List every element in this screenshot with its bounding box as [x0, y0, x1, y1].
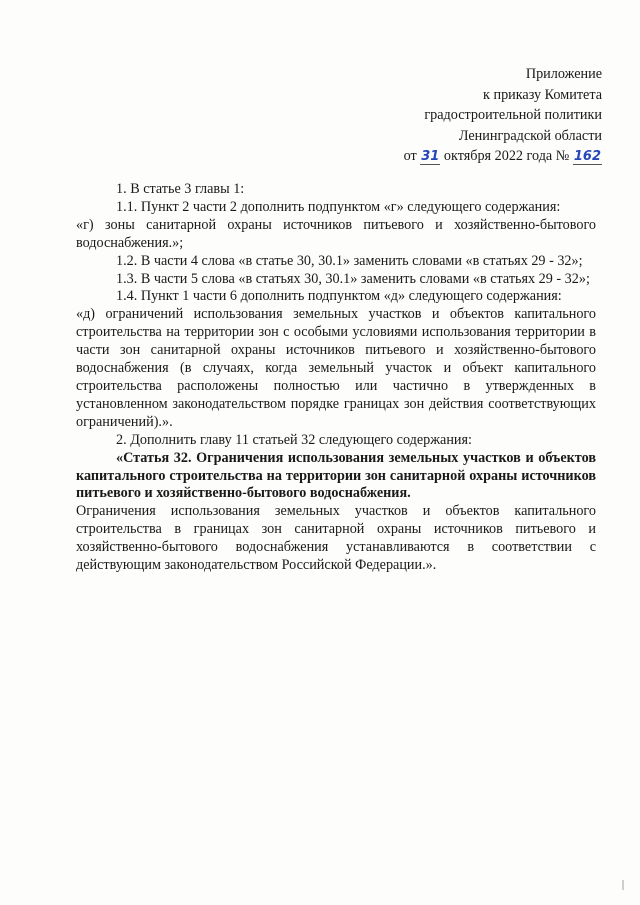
paragraph-1-2: 1.2. В части 4 слова «в статье 30, 30.1» заменить словами «в статьях 29 - 32»;: [116, 252, 583, 269]
handwritten-order-number: 162: [573, 149, 601, 165]
paragraph-2: 2. Дополнить главу 11 статьей 32 следующего содержания:: [116, 431, 472, 448]
document-body: [76, 181, 596, 575]
header-date-line: [404, 146, 602, 167]
paragraph-1-3: 1.3. В части 5 слова «в статьях 30, 30.1» заменить словами «в статьях 29 - 32»;: [116, 270, 590, 287]
article-32-text: Ограничения использования земельных участков и объектов капитального строительства в границах зон санитарной охраны источников питьевого и хозяйственно-бытового водоснабжения устанавливаются в соответствии с действующим законодательством Российской Федерации.».: [76, 503, 596, 574]
header-order-ref: к приказу Комитета: [483, 86, 602, 103]
date-prefix: от: [403, 148, 417, 165]
header-committee-name: градостроительной политики: [424, 107, 602, 124]
header-region: Ленинградской области: [458, 127, 602, 144]
paragraph-1-4: 1.4. Пункт 1 части 6 дополнить подпунктом «д» следующего содержания:: [116, 288, 562, 305]
scan-mark: [622, 880, 624, 890]
paragraph-1: 1. В статье 3 главы 1:: [116, 181, 245, 197]
article-32-heading: «Статья 32. Ограничения использования земельных участков и объектов капитального строительства на территории зон санитарной охраны источников питьевого и хозяйственно-бытового водоснабжения.: [76, 449, 596, 502]
paragraph-1-1-text: «г) зоны санитарной охраны источников питьевого и хозяйственно-бытового водоснабжения.»;: [76, 216, 596, 251]
header-appendix-label: Приложение: [525, 66, 602, 82]
appendix-header: [404, 64, 602, 167]
date-rest: октября 2022 года №: [443, 148, 570, 165]
paragraph-1-4-text: «д) ограничений использования земельных участков и объектов капитального строительства на территории зон с особыми условиями использования территории в части зон санитарной охраны источников питьевого и хозяйственно-бытового водоснабжения (в случаях, когда земельный участок и объект капитального строительства расположены полностью или частично в утвержденных в установленном законодательством порядке границах зон действия соответствующих ограничений).».: [76, 306, 596, 430]
handwritten-day: 31: [421, 149, 440, 165]
paragraph-1-1: 1.1. Пункт 2 части 2 дополнить подпунктом «г» следующего содержания:: [116, 198, 561, 215]
